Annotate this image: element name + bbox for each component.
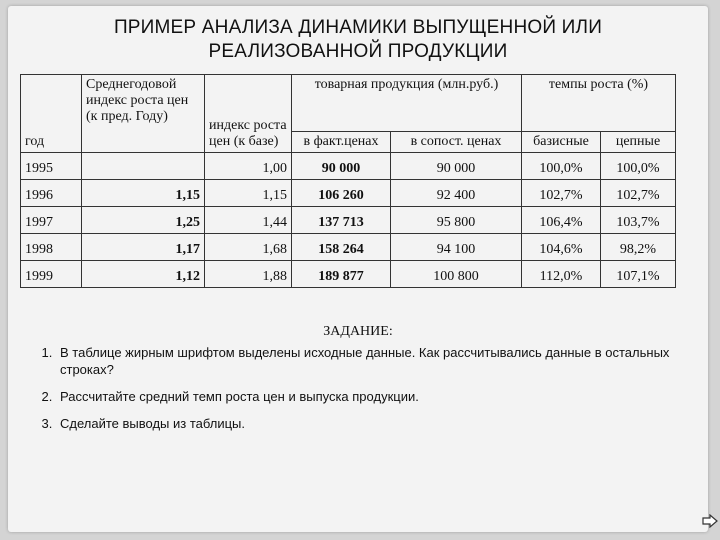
cell-chain: 102,7% (601, 180, 676, 207)
header-growth-group: темпы роста (%) (522, 75, 676, 132)
cell-fact-prices: 158 264 (292, 234, 391, 261)
header-fact-prices: в факт.ценах (292, 132, 391, 153)
table-row (21, 153, 676, 180)
cell-year: 1998 (21, 234, 82, 261)
cell-basic: 112,0% (522, 261, 601, 288)
cell-chain: 103,7% (601, 207, 676, 234)
task-item: 1. В таблице жирным шрифтом выделены исходные данные. Как рассчитывались данные в остальных строках? (56, 344, 706, 378)
cell-comp-prices: 100 800 (391, 261, 522, 288)
cell-basic: 104,6% (522, 234, 601, 261)
table-row (21, 234, 676, 261)
task-item: 2. Рассчитайте средний темп роста цен и выпуска продукции. (56, 388, 706, 405)
task-item: 3. Сделайте выводы из таблицы. (56, 415, 706, 432)
cell-fact-prices: 137 713 (292, 207, 391, 234)
header-base-index: индекс роста цен (к базе) (205, 75, 292, 153)
cell-comp-prices: 95 800 (391, 207, 522, 234)
cell-basic: 100,0% (522, 153, 601, 180)
cell-comp-prices: 94 100 (391, 234, 522, 261)
cell-base-index: 1,15 (205, 180, 292, 207)
header-chain: цепные (601, 132, 676, 153)
cell-fact-prices: 90 000 (292, 153, 391, 180)
header-comp-prices: в сопост. ценах (391, 132, 522, 153)
title-line-2: РЕАЛИЗОВАННОЙ ПРОДУКЦИИ (208, 41, 508, 62)
cell-year: 1999 (21, 261, 82, 288)
cell-chain: 100,0% (601, 153, 676, 180)
cell-base-index: 1,44 (205, 207, 292, 234)
table-header-row (21, 75, 676, 132)
assignment-title: ЗАДАНИЕ: (323, 324, 393, 339)
cell-comp-prices: 92 400 (391, 180, 522, 207)
header-year: год (21, 75, 82, 153)
cell-avg-index: 1,12 (82, 261, 205, 288)
slide-title (8, 16, 708, 64)
header-product-group: товарная продукция (млн.руб.) (292, 75, 522, 132)
cell-year: 1995 (21, 153, 82, 180)
cell-chain: 98,2% (601, 234, 676, 261)
cell-avg-index: 1,15 (82, 180, 205, 207)
cell-avg-index (82, 153, 205, 180)
slide (8, 6, 708, 532)
table-row (21, 261, 676, 288)
cell-base-index: 1,88 (205, 261, 292, 288)
table-row (21, 207, 676, 234)
next-arrow-icon[interactable] (702, 514, 718, 528)
dynamics-table (20, 74, 676, 288)
cell-base-index: 1,00 (205, 153, 292, 180)
header-basic: базисные (522, 132, 601, 153)
cell-base-index: 1,68 (205, 234, 292, 261)
cell-basic: 106,4% (522, 207, 601, 234)
cell-avg-index: 1,17 (82, 234, 205, 261)
title-line-1: ПРИМЕР АНАЛИЗА ДИНАМИКИ ВЫПУЩЕННОЙ ИЛИ (113, 17, 603, 38)
cell-basic: 102,7% (522, 180, 601, 207)
table-row (21, 180, 676, 207)
header-avg-index: Среднегодовой индекс роста цен (к пред. Году) (82, 75, 205, 153)
task-list (22, 344, 706, 442)
cell-chain: 107,1% (601, 261, 676, 288)
cell-avg-index: 1,25 (82, 207, 205, 234)
cell-year: 1997 (21, 207, 82, 234)
cell-year: 1996 (21, 180, 82, 207)
cell-fact-prices: 189 877 (292, 261, 391, 288)
cell-fact-prices: 106 260 (292, 180, 391, 207)
cell-comp-prices: 90 000 (391, 153, 522, 180)
